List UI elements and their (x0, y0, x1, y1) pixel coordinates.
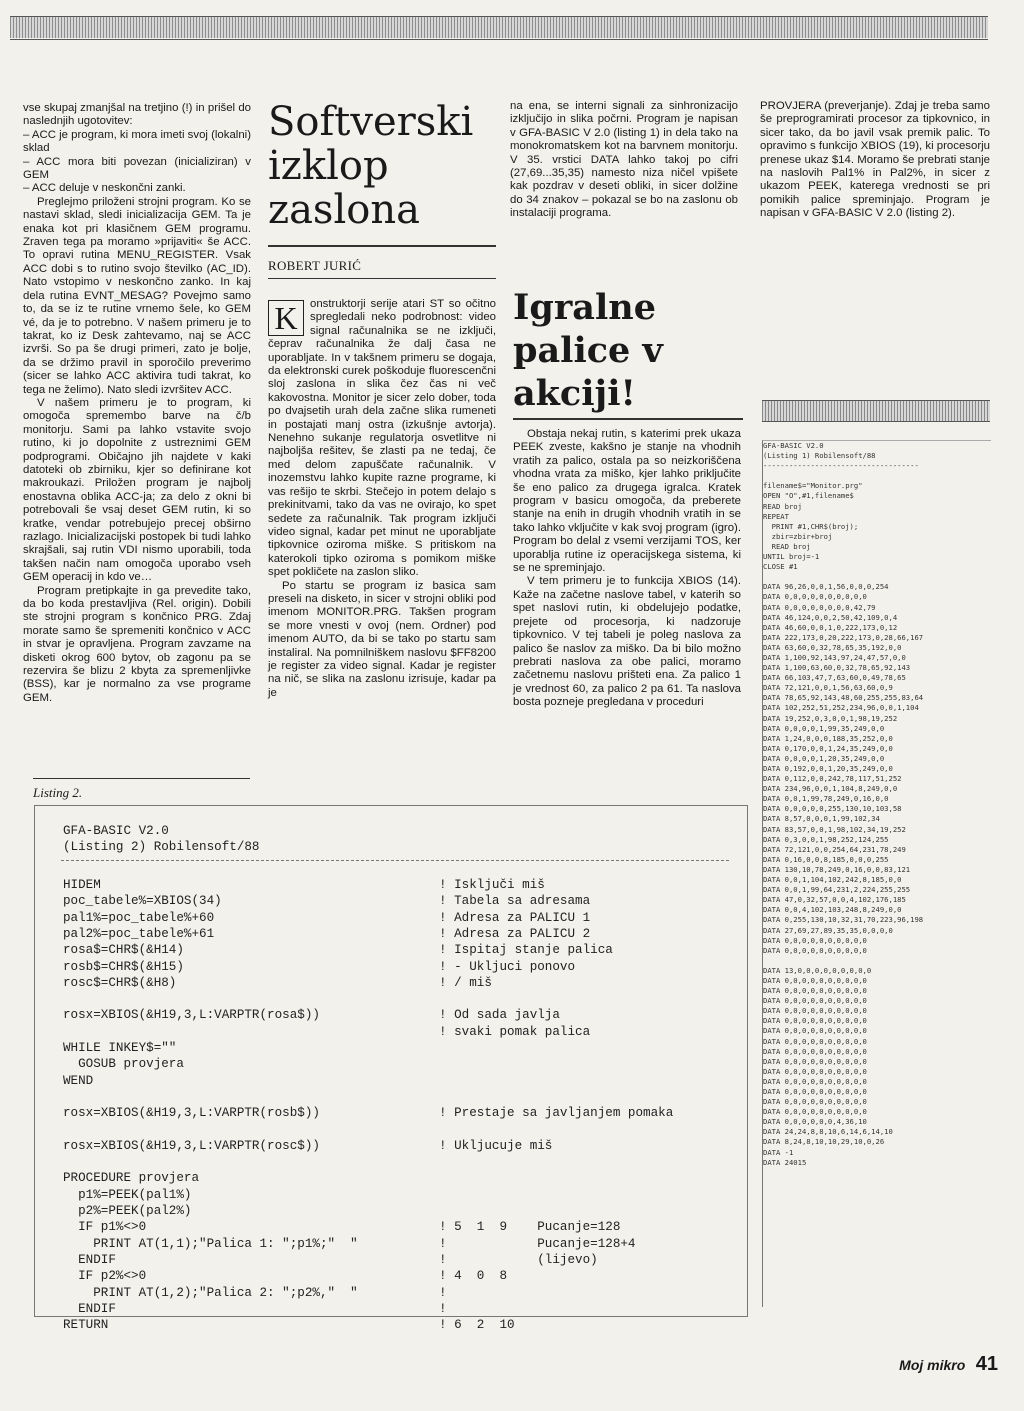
code-line: GOSUB provjera (63, 1057, 184, 1072)
author-byline: ROBERT JURIĆ (268, 258, 362, 273)
code-line: DATA 0,0,0,0,0,0,0,0,0,0 (763, 1006, 867, 1016)
code-comment: ! 5 1 9 Pucanje=128 (439, 1220, 621, 1235)
code-comment: ! Pucanje=128+4 (439, 1236, 636, 1251)
code-line: ENDIF (63, 1301, 116, 1316)
page-number: 41 (975, 1353, 998, 1375)
code-comment: ! Ispitaj stanje palica (439, 943, 613, 958)
code-line: DATA -1 (763, 1147, 794, 1157)
code-line: CLOSE #1 (763, 562, 798, 572)
list-item: – ACC je program, ki mora imeti svoj (lokalni) sklad (23, 128, 251, 155)
article-body (268, 298, 496, 700)
code-line: DATA 0,0,0,0,0,0,4,36,10 (763, 1117, 867, 1127)
code-line: p1%=PEEK(pal1%) (63, 1187, 192, 1202)
column-3-top (510, 100, 738, 221)
page-footer (899, 1353, 998, 1376)
code-comment: ! 4 0 8 (439, 1269, 508, 1284)
code-comment: ! Adresa za PALICU 1 (439, 910, 591, 925)
code-line: DATA 234,96,0,0,1,104,8,249,0,0 (763, 784, 898, 794)
code-line: DATA 27,69,27,89,35,35,0,0,0,0 (763, 925, 893, 935)
paragraph: V tem primeru je to funkcija XBIOS (14). Kaže na začetne naslove tabel, v katerih so spet naslovi rutin, ki obdelujejo podatke, prejete od procesorja, ki nadzoruje tipkovnico. V tej tabeli je poleg naslova za palico še naslov za miško. Da bi bilo možno prebrati naslova za obe palici, moramo začetnemu naslovu prišteti ena. Za palico 1 je vrednost 60, za palico 2 pa 61. Ta naslova bosta pozneje pregledana v proceduri (513, 575, 741, 709)
code-line: DATA 0,0,4,102,103,248,8,249,0,0 (763, 905, 902, 915)
listing-divider (61, 860, 729, 861)
code-line: PRINT AT(1,2);"Palica 2: ";p2%," " (63, 1285, 358, 1300)
code-line: DATA 78,65,92,143,48,60,255,255,83,64 (763, 693, 924, 703)
code-line: poc_tabele%=XBIOS(34) (63, 894, 222, 909)
paragraph: Preglejmo priloženi strojni program. Ko se nastavi sklad, sledi inicializacija GEM. Ta je enaka kot pri klasičnem GEM programu. Zraven tega pa moramo »prijaviti« še ACC. To opravi rutina MENU_REGISTER. Vsak ACC dobi s to rutino svojo številko (AC_ID). Nato vstopimo v neskončno zanko. In kaj dela rutina EVNT_MESAG? Povejmo samo to, da se iz te rutine vrnemo šele, ko GEM vé, da je to potrebno. V našem primeru je to takrat, ko iz Desk zahtevamo, naj se ACC izvrši. So pa še drugi primeri, zato je bolje, da se držimo pravil in sporočilo preverimo (sicer se lahko ACC aktivira tudi takrat, ko tega ne želimo). Nato sledi izvršitev ACC. (23, 195, 251, 396)
code-line: DATA 8,24,8,10,10,29,10,0,26 (763, 1137, 885, 1147)
drop-cap: K (268, 300, 304, 336)
code-line: DATA 0,0,0,0,1,20,35,249,0,0 (763, 753, 885, 763)
code-line: p2%=PEEK(pal2%) (63, 1204, 192, 1218)
code-line: rosb$=CHR$(&H15) (63, 959, 184, 974)
code-line: DATA 66,103,47,7,63,60,0,49,78,65 (763, 673, 906, 683)
listing-caption: Listing 2. (33, 785, 83, 800)
code-line: DATA 46,124,0,0,2,50,42,109,0,4 (763, 612, 898, 622)
code-line: DATA 24,24,8,8,10,6,14,6,14,10 (763, 1127, 893, 1137)
code-line: DATA 0,0,0,0,0,0,0,0,0,0 (763, 945, 867, 955)
code-line: rosx=XBIOS(&H19,3,L:VARPTR(rosc$)) (63, 1138, 320, 1153)
magazine-name: Moj mikro (899, 1357, 966, 1373)
code-line: DATA 72,121,0,0,254,64,231,78,249 (763, 844, 906, 854)
code-line: DATA 102,252,51,252,234,96,0,0,1,104 (763, 703, 919, 713)
code-line: DATA 222,173,0,20,222,173,0,28,66,167 (763, 632, 924, 642)
code-line: zbir=zbir+broj (763, 531, 833, 541)
code-comment: ! Prestaje sa javljanjem pomaka (439, 1106, 674, 1121)
code-line: RETURN (63, 1318, 109, 1333)
code-comment: ! Adresa za PALICU 2 (439, 926, 591, 941)
code-line: REPEAT (763, 511, 789, 521)
code-line: DATA 0,0,0,0,0,0,0,0,0,0 (763, 935, 867, 945)
code-line: DATA 63,60,0,32,78,65,35,192,0,0 (763, 642, 902, 652)
code-line: DATA 0,0,0,0,0,0,0,0,0,0 (763, 1076, 867, 1086)
top-banner-stripe (10, 16, 988, 38)
title-rule (268, 245, 496, 247)
list-item: – ACC deluje v neskončni zanki. (23, 182, 186, 195)
listing-2 (34, 805, 748, 1333)
paragraph: onstruktorji serije atari ST so očitno spregledali neko podrobnost: video signal računalnika se ne izključi, čeprav računalnika že dalj časa ne uporabljate. In v takšnem primeru se dogaja, da elektronski curek poškoduje fluorescenčni sloj zaslona in slika čez čas ni več kakovostna. Monitor je sicer zelo dober, toda po dvajsetih urah dela začne slika rumeneti in postajati manj ostra (izkušnje avtorja). Nenehno sukanje regulatorja osvetlitve ni najboljša rešitev, še zlasti pa ne tedaj, če med delom zapuščate računalnik. V inozemstvu lahko kupite razne programe, ki vas rešijo te skrbi. Stečejo in potem delajo s prekinitvami, tako da vas ne ovirajo, ko spet sedete za računalnik. Tak program izključi video signal, kadar pet minut ne uporabljate tipkovnice oziroma miške. S pritiskom na katerokoli tipko oziroma s pomikom miške spet pokličete na zaslon sliko. (268, 298, 496, 579)
code-comment: ! Ukljucuje miš (439, 1138, 553, 1153)
code-line: IF p2%<>0 (63, 1269, 147, 1284)
code-line: pal2%=poc_tabele%+61 (63, 926, 215, 941)
code-line: DATA 13,0,0,0,0,0,0,0,0,0 (763, 965, 872, 975)
code-line: DATA 0,0,0,0,0,0,0,0,0,0 (763, 1087, 867, 1096)
code-line: UNTIL broj=-1 (763, 552, 820, 562)
code-line: PROCEDURE provjera (63, 1171, 200, 1186)
list-item: – ACC mora biti povezan (inicializiran) v GEM (23, 155, 251, 182)
code-line: DATA 1,100,92,143,97,24,47,57,0,0 (763, 652, 906, 662)
code-line: DATA 0,0,0,0,0,0,0,0,0,0 (763, 592, 867, 602)
code-comment: ! svaki pomak palica (439, 1024, 591, 1039)
code-line: DATA 0,0,1,104,102,242,8,185,0,0 (763, 875, 902, 885)
article-title: Igralne palice v akciji! (513, 287, 663, 414)
code-line: DATA 0,0,0,0,0,0,0,0,0,0 (763, 1097, 867, 1107)
code-line: OPEN "O",#1,filename$ (763, 491, 854, 501)
code-comment: ! (439, 1301, 447, 1316)
code-line: DATA 8,57,0,0,0,1,99,102,34 (763, 814, 880, 824)
code-line: DATA 0,0,0,0,0,0,0,0,0,0 (763, 1026, 867, 1036)
code-line: IF p1%<>0 (63, 1220, 147, 1235)
listing-1 (762, 440, 991, 1307)
byline-rule (268, 278, 496, 279)
code-line: DATA 0,0,0,0,0,0,0,0,0,0 (763, 1016, 867, 1026)
code-comment: ! (439, 1285, 447, 1300)
code-line: DATA 1,100,63,60,0,32,78,65,92,143 (763, 663, 911, 673)
code-line: DATA 0,0,0,0,0,0,0,0,0,0 (763, 1066, 867, 1076)
code-line: WHILE INKEY$="" (63, 1041, 177, 1055)
code-line: DATA 0,0,0,0,0,0,0,0,0,0 (763, 1107, 867, 1117)
paragraph: vse skupaj zmanjšal na tretjino (!) in prišel do naslednjih ugotovitev: (23, 102, 251, 128)
side-banner-stripe (762, 400, 990, 422)
code-line: DATA 0,0,0,0,0,0,0,0,0,0 (763, 1046, 867, 1056)
code-line: DATA 0,0,0,0,1,99,35,249,0,0 (763, 723, 885, 733)
column-3-body (513, 428, 741, 710)
code-line: DATA 0,0,0,0,0,0,0,0,0,0 (763, 986, 867, 996)
code-comment: ! Od sada javlja (439, 1008, 560, 1023)
code-line: DATA 0,0,0,0,0,0,0,0,0,0 (763, 996, 867, 1006)
code-line: ------------------------------------ (763, 461, 919, 471)
column-1 (23, 102, 251, 705)
paragraph: Obstaja nekaj rutin, s katerimi prek ukaza PEEK zveste, kakšno je stanje na vhodnih vratih za palico, ostala pa so neizkoriščena vhodna vrata za miško, kjer lahko priključite še eno palico za drugega igralca. Kratek program v basicu omogoča, da preberete stanje na enih in drugih vhodnih vratih in se tako lahko vključite v kak svoj program (igro). Program bo delal z vsemi verzijami TOS, ker uporablja rutine iz operacijskega sistema, ki se ne spreminjajo. (513, 428, 741, 575)
code-line: DATA 0,170,0,0,1,24,35,249,0,0 (763, 743, 893, 753)
code-line: DATA 1,24,0,0,0,188,35,252,0,0 (763, 733, 893, 743)
code-line: DATA 24015 (763, 1157, 807, 1167)
code-line: PRINT AT(1,1);"Palica 1: ";p1%;" " (63, 1236, 358, 1251)
article-title: Softverski izklop zaslona (268, 99, 474, 233)
code-line: ENDIF (63, 1252, 116, 1267)
code-line: DATA 0,192,0,0,1,20,35,249,0,0 (763, 764, 893, 773)
code-line: DATA 0,0,0,0,0,0,0,0,42,79 (763, 602, 876, 612)
column-4-top (760, 100, 990, 221)
code-line: DATA 0,112,0,0,242,78,117,51,252 (763, 774, 902, 784)
code-line (763, 572, 991, 582)
code-line: filename$="Monitor.prg" (763, 481, 863, 491)
code-line: pal1%=poc_tabele%+60 (63, 910, 215, 925)
code-comment: ! (lijevo) (439, 1252, 598, 1267)
code-line: DATA 72,121,0,0,1,56,63,60,0,9 (763, 683, 893, 693)
code-line: DATA 0,0,0,0,0,0,0,0,0,0 (763, 1056, 867, 1066)
paragraph: V našem primeru je to program, ki omogoča spremembo barve na č/b monitorju. Sami pa lahko vstavite svojo rutino, ki jo dopolnite z ustreznimi GEM podprogrami. Običajno jih najdete v kaki datoteki ob zbirniku, kjer so definirane kot makroukazi. Priložen program je najbolj enostavna oblika ACC-ja; za delo z okni bi potrebovali še vsaj deset GEM rutin, ki so kratke, vendar potrebujejo precej obširno razlago. Inicializacijski postopek bi tudi lahko skrajšali, saj rutin VDI nismo uporabili, toda takšen način nam omogoča uporabo vseh GEM operacij in kdo ve… (23, 396, 251, 584)
code-line: GFA-BASIC V2.0 (763, 441, 824, 450)
listing-header: (Listing 2) Robilensoft/88 (63, 840, 260, 854)
code-line: rosx=XBIOS(&H19,3,L:VARPTR(rosb$)) (63, 1106, 320, 1121)
code-line: DATA 130,10,78,249,0,16,0,0,83,121 (763, 864, 911, 874)
paragraph: na ena, se interni signali za sinhronizacijo izključijo in slika počrni. Program je napisan v GFA-BASIC V 2.0 (listing 1) in dela tako na monokromatskem kot na barvnem monitorju. V 35. vrstici DATA lahko takoj po cifri (27,69...35,35) namesto niza ničel vpišete kak pozdrav v deseti obliki, in sicer dolžine do 34 znakov – pokazal se bo na zaslonu ob instalaciji programa. (510, 100, 738, 220)
code-comment: ! Tabela sa adresama (439, 894, 591, 909)
code-line: DATA 19,252,0,3,0,0,1,98,19,252 (763, 713, 898, 723)
code-line: WEND (63, 1073, 94, 1088)
code-line: DATA 0,16,0,0,8,185,0,0,0,255 (763, 854, 889, 864)
code-comment: ! 6 2 10 (439, 1318, 515, 1333)
code-line: READ broj (763, 541, 811, 551)
code-line: HIDEM (63, 878, 101, 892)
paragraph: PROVJERA (preverjanje). Zdaj je treba samo še preprogramirati procesor za tipkovnico, in sicer tako, da bo javil vsak premik palic. To opravimo s funkcijo XBIOS (19), ki procesorju prenese ukaz $14. Moramo še prebrati stanje na naslovih Pal1% in Pal2%, in sicer z ukazom PEEK, katerega vrednosti se pri pomikih palice spreminjajo. Program je napisan v GFA-BASIC V 2.0 (listing 2). (760, 100, 990, 220)
code-line: DATA 96,26,0,0,1,56,0,0,0,254 (763, 582, 889, 592)
code-line: READ broj (763, 501, 802, 511)
listing-header: GFA-BASIC V2.0 (63, 824, 169, 838)
code-line: rosx=XBIOS(&H19,3,L:VARPTR(rosa$)) (63, 1008, 320, 1023)
code-line: DATA 46,60,0,0,1,0,222,173,0,12 (763, 622, 898, 632)
code-comment: ! Isključi miš (439, 878, 545, 892)
code-line: DATA 0,255,130,10,32,31,70,223,96,198 (763, 915, 924, 925)
code-comment: ! / miš (439, 975, 492, 990)
title-rule (513, 418, 743, 420)
code-line: DATA 83,57,0,0,1,98,102,34,19,252 (763, 824, 906, 834)
code-line: PRINT #1,CHR$(broj); (763, 521, 859, 531)
code-line: rosa$=CHR$(&H14) (63, 943, 184, 958)
code-comment: ! - Ukljuci ponovo (439, 959, 576, 974)
paragraph: Program pretipkajte in ga prevedite tako, da bo koda prestavljiva (Rel. origin). Dobili ste strojni program s končnico PRG. Zdaj morate samo še spremeniti končnico v ACC in stvar je opravljena. Program zavzame na disketi okrog 600 bytov, ob zagonu pa se rezervira še blizu 2 kbyta za spremenljivke (BSS), kar je normalno za vse programe GEM. (23, 584, 251, 704)
code-line: DATA 0,0,0,0,0,0,0,0,0,0 (763, 1036, 867, 1046)
code-line: DATA 47,0,32,57,0,0,4,102,176,185 (763, 895, 906, 905)
code-line: DATA 0,0,1,99,64,231,2,224,255,255 (763, 885, 911, 895)
code-line: rosc$=CHR$(&H8) (63, 975, 177, 990)
code-line: DATA 0,0,1,99,78,249,0,16,0,0 (763, 794, 889, 804)
code-line: DATA 0,0,0,0,0,255,130,10,103,58 (763, 804, 902, 814)
code-line: (Listing 1) Robilensoft/88 (763, 451, 876, 461)
code-line: DATA 0,3,0,0,1,98,252,124,255 (763, 834, 889, 844)
code-line (763, 956, 991, 966)
code-line: DATA 0,0,0,0,0,0,0,0,0,0 (763, 975, 867, 985)
paragraph: Po startu se program iz basica sam preseli na disketo, in sicer v strojni obliki pod imenom MONITOR.PRG. Takšen program se more vnesti v ovoj (nem. Ordner) pod imenom AUTO, da bi se tako po startu sam instaliral. Na pomnilniškem naslovu $FF8200 je register za video signal. Kadar je register na nič, se slika na zaslonu izrisuje, kadar pa je (268, 579, 496, 699)
caption-rule (33, 778, 250, 779)
code-line (763, 471, 991, 481)
